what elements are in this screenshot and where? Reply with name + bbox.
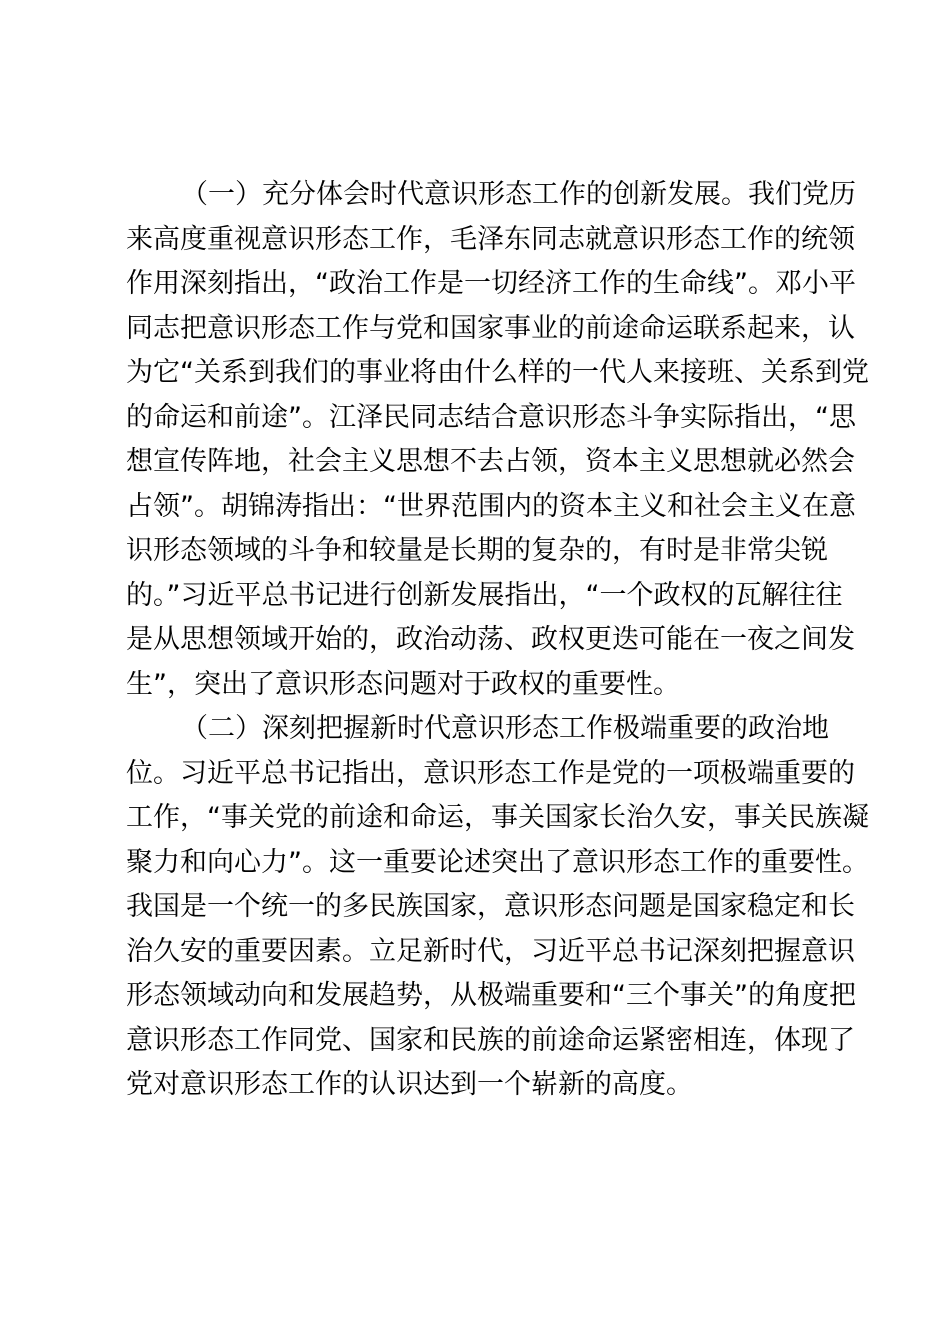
paragraph-line: 是从思想领域开始的，政治动荡、政权更迭可能在一夜之间发 — [126, 624, 855, 655]
paragraph-line: 来高度重视意识形态工作，毛泽东同志就意识形态工作的统领 — [126, 223, 855, 255]
paragraph-line: 聚力和向心力”。这一重要论述突出了意识形态工作的重要性。 — [126, 846, 869, 878]
paragraph-line: 形态领域动向和发展趋势，从极端重要和“三个事关”的角度把 — [126, 980, 856, 1011]
paragraph-line: 的命运和前途”。江泽民同志结合意识形态斗争实际指出，“思 — [126, 401, 856, 433]
paragraph-1 — [126, 173, 869, 707]
paragraph-2 — [126, 707, 869, 1108]
paragraph-line: 同志把意识形态工作与党和国家事业的前途命运联系起来，认 — [126, 312, 855, 344]
paragraph-line: 的。”习近平总书记进行创新发展指出，“一个政权的瓦解往往 — [126, 579, 843, 611]
paragraph-line: 想宣传阵地，社会主义思想不去占领，资本主义思想就必然会 — [126, 446, 855, 477]
paragraph-line: 意识形态工作同党、国家和民族的前途命运紧密相连，体现了 — [126, 1024, 855, 1056]
paragraph-line: 党对意识形态工作的认识达到一个崭新的高度。 — [126, 1069, 693, 1100]
paragraph-line: 治久安的重要因素。立足新时代，习近平总书记深刻把握意识 — [126, 935, 855, 967]
paragraph-line: 识形态领域的斗争和较量是长期的复杂的，有时是非常尖锐 — [126, 535, 828, 566]
paragraph-line: 工作，“事关党的前途和命运，事关国家长治久安，事关民族凝 — [126, 802, 869, 833]
paragraph-line: 为它“关系到我们的事业将由什么样的一代人来接班、关系到党 — [126, 357, 869, 388]
paragraph-line: 位。习近平总书记指出，意识形态工作是党的一项极端重要的 — [126, 757, 855, 789]
paragraph-line: 生”，突出了意识形态问题对于政权的重要性。 — [126, 668, 680, 700]
paragraph-line: 作用深刻指出，“政治工作是一切经济工作的生命线”。邓小平 — [126, 268, 856, 299]
paragraph-line: 我国是一个统一的多民族国家，意识形态问题是国家稳定和长 — [126, 891, 855, 922]
paragraph-line: （二）深刻把握新时代意识形态工作极端重要的政治地 — [181, 713, 829, 744]
paragraph-line: 占领”。胡锦涛指出：“世界范围内的资本主义和社会主义在意 — [126, 490, 856, 522]
document-body — [126, 173, 869, 1108]
paragraph-line: （一）充分体会时代意识形态工作的创新发展。我们党历 — [181, 179, 856, 210]
